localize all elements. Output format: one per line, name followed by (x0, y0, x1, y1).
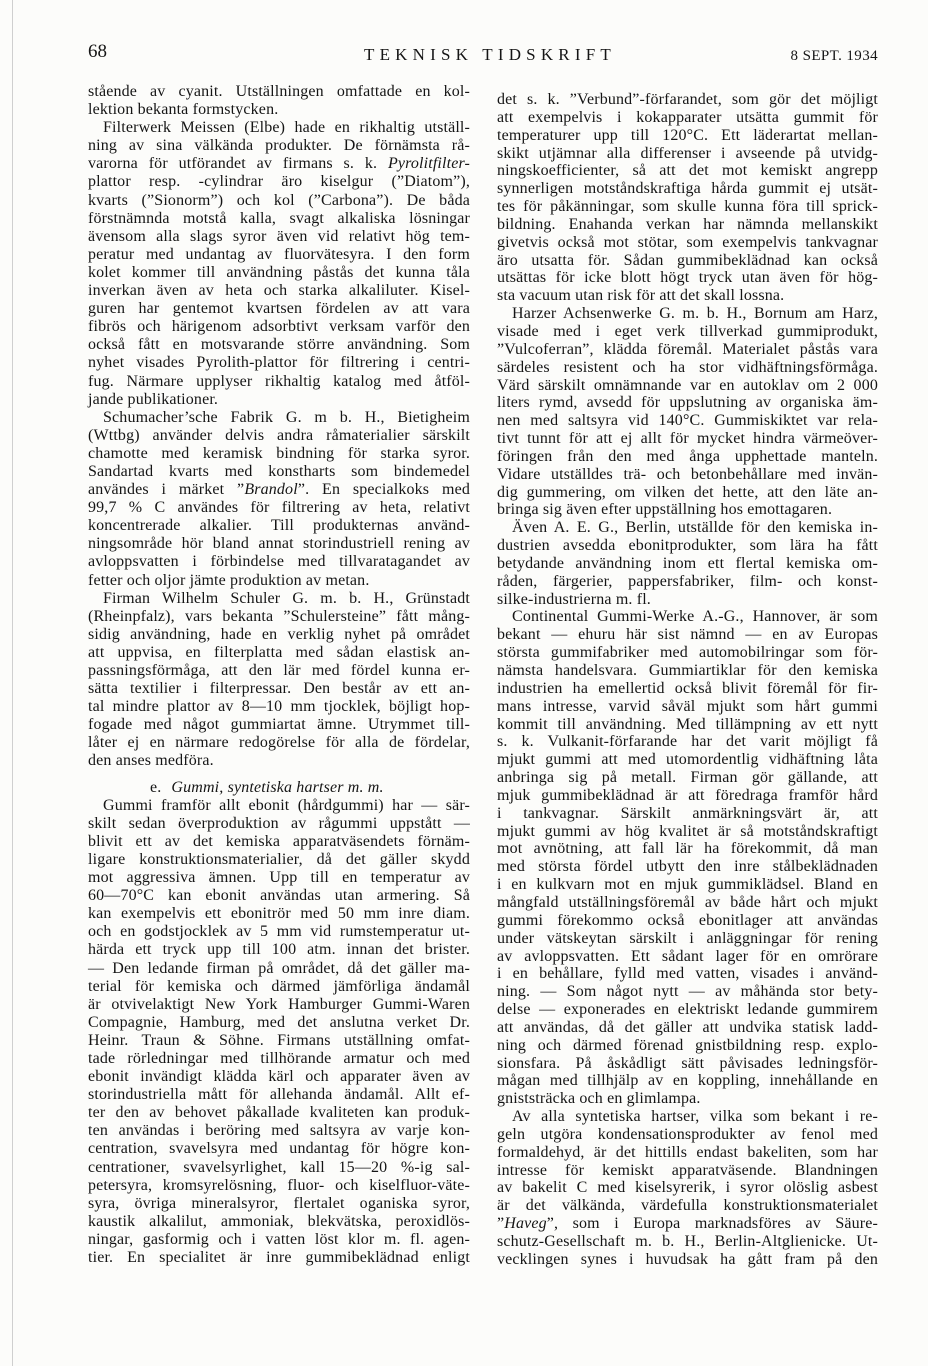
text-line: ävensom alla slags syror även vid relativt hög tem- (88, 227, 470, 245)
text-line: i en kulkvarn mot en mjuk gummiklädsel. Bland en (497, 876, 878, 894)
text-line: att användas, då det gäller att undvika statisk ladd- (497, 1018, 878, 1036)
text-line: ningar, gasformig och i vatten löst klor m. fl. agen- (88, 1230, 470, 1248)
text-line: Även A. E. G., Berlin, utställde för den kemiska in- (512, 519, 878, 537)
text-line: kan exempelvis ett ebonitrör med 50 mm inre diam. (88, 905, 470, 923)
text-line: också fått en motsvarande större användning. Som (88, 336, 470, 354)
text-line: terial för kemiska och därmed jämförliga ändamål (88, 977, 470, 995)
text-line: nämsta handelsvara. Gummiartiklar för den kemiska (497, 662, 878, 679)
paragraph (497, 91, 878, 305)
paragraph (88, 83, 470, 119)
paragraph (497, 608, 878, 1108)
text-line: vecklingen synes i huvudsak ha gått fram på den (497, 1250, 878, 1268)
text-line: sta vacuum utan risk för att det skall lossna. (497, 287, 785, 305)
text-line: tes för påkänningar, som skulle kunna föra till sprick- (497, 198, 878, 216)
text-line: den anses medföra. (88, 752, 214, 770)
text-line: ningskoefficienter, så att det mot kemiskt angrepp (497, 162, 878, 180)
text-line: storindustriella mått för allehanda ändamål. Allt ef- (88, 1086, 470, 1104)
paragraph (497, 305, 878, 519)
text-line: skilt sedan överproduktion av rågummi uppstått — (88, 814, 470, 832)
section-heading (88, 779, 470, 797)
text-line: gummi förekommo också ebonitlager att användas (497, 911, 878, 929)
text-line: ter den av behovet påkallade kvaliteten kan produk- (88, 1104, 470, 1122)
page-number: 68 (88, 41, 107, 62)
text-line: största gummifabriker med automobilringar som för- (497, 644, 878, 662)
text-line: ligare konstruktionsmaterialier, då det gäller skydd (88, 850, 470, 868)
text-line: äro utsatta för. Sådan gummibeklädnad kan också (497, 251, 878, 269)
text-line: mjukt gummi av hög kvalitet är så motståndskraftigt (497, 822, 878, 840)
text-line: att exempelvis i kokapparater utsätta gummit för (497, 108, 878, 126)
text-line: skikt utjämnar alla differenser i avseende på utvidg- (497, 144, 878, 162)
text-line: härda ett tryck upp till 100 atm. innan det brister. (88, 941, 470, 959)
text-line: Firman Wilhelm Schuler G. m. b. H., Grünstadt (103, 589, 470, 607)
paragraph (497, 519, 878, 608)
text-line: delse — exponerades en elektriskt ledande gummirem (497, 1001, 878, 1019)
text-line: särdeles resistent och ha stor vidhäftningsförmåga. (497, 358, 878, 376)
text-segment: ” (497, 1215, 505, 1233)
text-line: s. k. Vulkanit-förfarande har det varit möjligt få (497, 733, 878, 751)
text-line: mjukt gummi att med utomordentlig vidhäftning låta (497, 751, 878, 769)
text-line: mot aggressiva ämnen. Upp till en temperatur av (88, 869, 470, 887)
text-line: centrationer, svavelsyrlighet, kall 15—20 %-ig sal- (88, 1158, 470, 1176)
text-line: kvarts (”Sionorm”) och kol (”Carbona”). De båda (88, 191, 470, 209)
text-line: under vätskeytan särskilt i anläggningar för rening (497, 929, 878, 947)
text-line: temperaturer upp till 120°C. Ett läderartat mellan- (497, 126, 878, 144)
text-line: i tankvagnar. Särskilt anmärkningsvärt är, att (497, 804, 878, 822)
text-line: centration, svavelsyra med undantag för högre kon- (88, 1140, 470, 1158)
text-line: dustrien avsedda ebonitprodukter, som lära ha fått (497, 537, 878, 555)
text-line: guren har gentemot kvartsen fördelen av att vara (88, 300, 470, 318)
text-line: inverkan även av heta och starka alkaliluter. Kisel- (88, 282, 470, 300)
text-line: 99,7 % C användes för filtrering av heta, relativt (88, 499, 470, 517)
text-line: bekant — ehuru här sist nämnd — en av Europas (497, 626, 878, 644)
text-line: föringen från den med ånga upphettade manteln. (497, 447, 878, 465)
paragraph (497, 1108, 878, 1269)
text-line: anbringa sig på metall. Firman gör gällande, att (497, 769, 878, 787)
emphasized-text: Brandol (244, 481, 298, 499)
text-line: gniststräcka och en glimlampa. (497, 1090, 701, 1108)
issue-date: 8 SEPT. 1934 (790, 48, 878, 64)
section-title: Gummi, syntetiska hartser m. m. (171, 778, 384, 796)
text-line: sidig användning, hade en verklig nyhet på området (88, 625, 470, 643)
text-segment: användes i märket ” (88, 481, 245, 499)
text-line: utsättas för icke blott högt tryck utan även för hög- (497, 269, 878, 287)
text-line: industrien ha emellertid också blivit föremål för fir- (497, 679, 878, 697)
text-line: nen med saltsyra vid 140°C. Gummiskiktet var rela- (497, 412, 878, 430)
text-line: petersyra, kromsyrelösning, fluor- och kiselfluor-väte- (88, 1176, 470, 1194)
text-segment: ”, som i Europa marknadsföres av Säure- (546, 1215, 878, 1233)
text-line: passningsförmåga, att den lär med fördel kunna er- (88, 662, 470, 679)
text-line: schutz-Gesellschaft m. b. H., Berlin-Altglienicke. Ut- (497, 1233, 878, 1250)
text-line: dig gummering, om vilken det hette, att den läte an- (497, 483, 878, 501)
text-line: sätta textilier i filterpressar. Den består av ett an- (88, 680, 470, 698)
text-line: fug. Närmare upplyser rikhaltig katalog med åtföl- (88, 372, 470, 390)
text-line: är otvivelaktigt New York Hamburger Gummi-Waren (88, 995, 470, 1013)
text-line: Vidare utställdes trä- och betonbehållare med invän- (497, 465, 878, 483)
text-line: chamotte med keramisk bindning för starka syror. (88, 444, 470, 462)
text-line: ”Vulcoferran”, klädda föremål. Materialet påstås vara (497, 340, 878, 358)
text-line: fogade med något gummiartat ämne. Utrymmet till- (88, 716, 470, 734)
text-line: tal mindre plattor av 8—10 mm tjocklek, böjligt hop- (88, 698, 470, 716)
text-line: Continental Gummi-Werke A.-G., Hannover, är som (512, 608, 878, 626)
text-line: Heinr. Traun & Söhne. Firmans utställning omfat- (88, 1031, 470, 1049)
text-line: i en behållare, fylld med vatten, visades i använd- (497, 965, 878, 983)
text-line: ningsområde hör bland annat storindustriell rening av (88, 535, 470, 553)
text-line: Värd särskilt omnämnande var en autoklav om 2 000 (497, 376, 878, 394)
text-line: kaustik alkalilut, ammoniak, blekvätska, peroxidlös- (88, 1212, 470, 1230)
text-line: liters rymd, avsedd för uppslutning av organiska äm- (497, 394, 878, 412)
text-line: Harzer Achsenwerke G. m. b. H., Bornum am Harz, (512, 305, 878, 323)
text-line: mot avnötning, att fall lär ha förekommit, då man (497, 840, 878, 858)
text-line: förstnämnda motstå kalla, svagt alkaliska lösningar (88, 209, 470, 227)
text-line: mångfald utställningsföremål av både hårt och mjukt (497, 893, 878, 911)
text-line: bildning. Enahanda verkan har nämnda mellanskikt (497, 215, 878, 233)
text-line: tivt tunnt för att ej allt för mycket hindra värmeöver- (497, 430, 878, 448)
paragraph (88, 119, 470, 409)
text-line: Av alla syntetiska hartser, vilka som bekant i re- (512, 1108, 878, 1126)
text-line: avloppsvatten i förbindelse med tillvaratagandet av (88, 553, 470, 571)
text-line: och en godstjocklek av 5 mm vid rumstemperatur ut- (88, 923, 470, 941)
text-segment: varorna för utförandet av firmans s. k. (88, 155, 388, 173)
text-line: Sandartad kvarts med konstharts som bindemedel (88, 462, 470, 480)
text-line: av bakelit C med kiselsyrerik, i syror olöslig asbest (497, 1179, 878, 1197)
paragraph (88, 409, 470, 590)
text-line: Schumacher’sche Fabrik G. m b. H., Bietigheim (103, 408, 470, 426)
text-line: fibrös och härigenom adsorbtivt verksam varför den (88, 318, 470, 336)
text-line: ning och därmed förenad gnistbildning resp. explo- (497, 1036, 878, 1054)
text-line: tade rörledningar med tillhörande armatur och med (88, 1049, 470, 1067)
text-segment: ”. En specialkoks med (297, 481, 470, 499)
text-line: intresse för kemiskt apparatväsende. Blandningen (497, 1161, 878, 1179)
emphasized-text: Pyrolitfilter- (387, 155, 470, 173)
text-line: fetter och oljor jämte produktion av metan. (88, 571, 370, 589)
scan-edge (12, 0, 13, 1366)
text-line: av avloppsvatten. Ett sådant lager för en omrörare (497, 947, 878, 965)
text-line: blivit ett av det kemiska apparatväsendets förnäm- (88, 832, 470, 850)
text-line: (Rheinpfalz), vars bekanta ”Schulersteine” fått mång- (88, 607, 470, 625)
text-line: koncentrerade alkalier. Till produkternas använd- (88, 517, 470, 535)
text-line: ning. — Som något nytt — av måhända stor bety- (497, 983, 878, 1001)
text-line: mjuk gummibeklädnad är att föredraga framför hård (497, 786, 878, 804)
text-line: bringa sig även efter uppställning hos emottagaren. (497, 501, 833, 519)
section-label: e. (150, 778, 162, 796)
text-line (88, 155, 470, 173)
text-line: Gummi framför allt ebonit (hårdgummi) har — sär- (103, 796, 470, 814)
text-line: visade med i eget verk tillverkad gummiprodukt, (497, 322, 878, 340)
text-line: det s. k. ”Verbund”-förfarandet, som gör det möjligt (497, 91, 878, 108)
right-column (497, 91, 878, 1269)
text-line: geln utgöra kondensationsprodukter av fenol med (497, 1125, 878, 1143)
text-line: (Wttbg) använder delvis andra råmaterialier särskilt (88, 426, 470, 444)
text-line: 60—70°C kan ebonit användas utan armering. Så (88, 887, 470, 905)
text-line: peratur med undantag av fluorvätesyra. I den form (88, 245, 470, 263)
journal-title: TEKNISK TIDSKRIFT (364, 45, 616, 64)
text-line: jande publikationer. (88, 390, 219, 408)
paragraph (88, 797, 470, 1267)
paragraph (88, 590, 470, 771)
emphasized-text: Haveg (504, 1215, 547, 1233)
text-line: lektion bekanta formstycken. (88, 101, 279, 119)
text-line: nyhet visades Pyrolith-plattor för filtrering i centri- (88, 354, 470, 372)
text-line: stående av cyanit. Utställningen omfattade en kol- (88, 83, 470, 100)
text-line: ebonit invändigt klädda kärl och apparater även av (88, 1068, 470, 1086)
text-line: låter ej en närmare redogörelse för alla de fördelar, (88, 734, 470, 752)
text-line: att uppvisa, en filterplatta med sådan elastisk an- (88, 643, 470, 661)
text-line: givetvis också mot stötar, som exempelvis tankvagnar (497, 233, 878, 251)
text-line: sionsfara. På åskådligt sätt påvisades ledningsför- (497, 1054, 878, 1072)
text-line: mans intresse, varvid såväl mjukt som hårt gummi (497, 697, 878, 715)
text-line: Filterwerk Meissen (Elbe) hade en rikhaltig utställ- (103, 119, 470, 137)
text-line: — Den ledande firman på området, då det gäller ma- (88, 959, 470, 977)
text-line: ning av sina välkända produkter. De förnämsta rå- (88, 137, 470, 155)
left-column (88, 83, 470, 1267)
text-line: silke-industrierna m. fl. (497, 590, 651, 608)
text-line (88, 481, 470, 499)
text-line (497, 1215, 878, 1233)
text-line: kommit till användning. Med tillämpning av ett nytt (497, 715, 878, 733)
text-line: formaldehyd, är det hittills endast bakeliten, som har (497, 1143, 878, 1161)
text-line: betydande användning inom ett flertal kemiska om- (497, 554, 878, 572)
text-line: ten användas i beröring med saltsyra av varje kon- (88, 1122, 470, 1140)
text-line: tier. En specialitet är inre gummibeklädnad enligt (88, 1249, 470, 1266)
text-line: syra, övriga mineralsyror, flertalet oganiska syror, (88, 1194, 470, 1212)
text-line: mågan med tillhjälp av en koppling, innehållande en (497, 1072, 878, 1090)
text-line: kolet kommer till användning påstås det kunna tåla (88, 263, 470, 281)
text-line: med största fördel utbytt den inre stålbeklädnaden (497, 858, 878, 876)
text-line: är det välkända, värdefulla konstruktionsmaterialet (497, 1197, 878, 1215)
text-line: plattor resp. -cylindrar äro kiselgur (”Diatom”), (88, 173, 470, 191)
text-line: Compagnie, Hamburg, med det anslutna verket Dr. (88, 1013, 470, 1031)
text-line: synnerligen motståndskraftiga hårda gummit ej utsät- (497, 180, 878, 198)
text-line: råden, färgerier, pappersfabriker, film- och konst- (497, 572, 878, 590)
